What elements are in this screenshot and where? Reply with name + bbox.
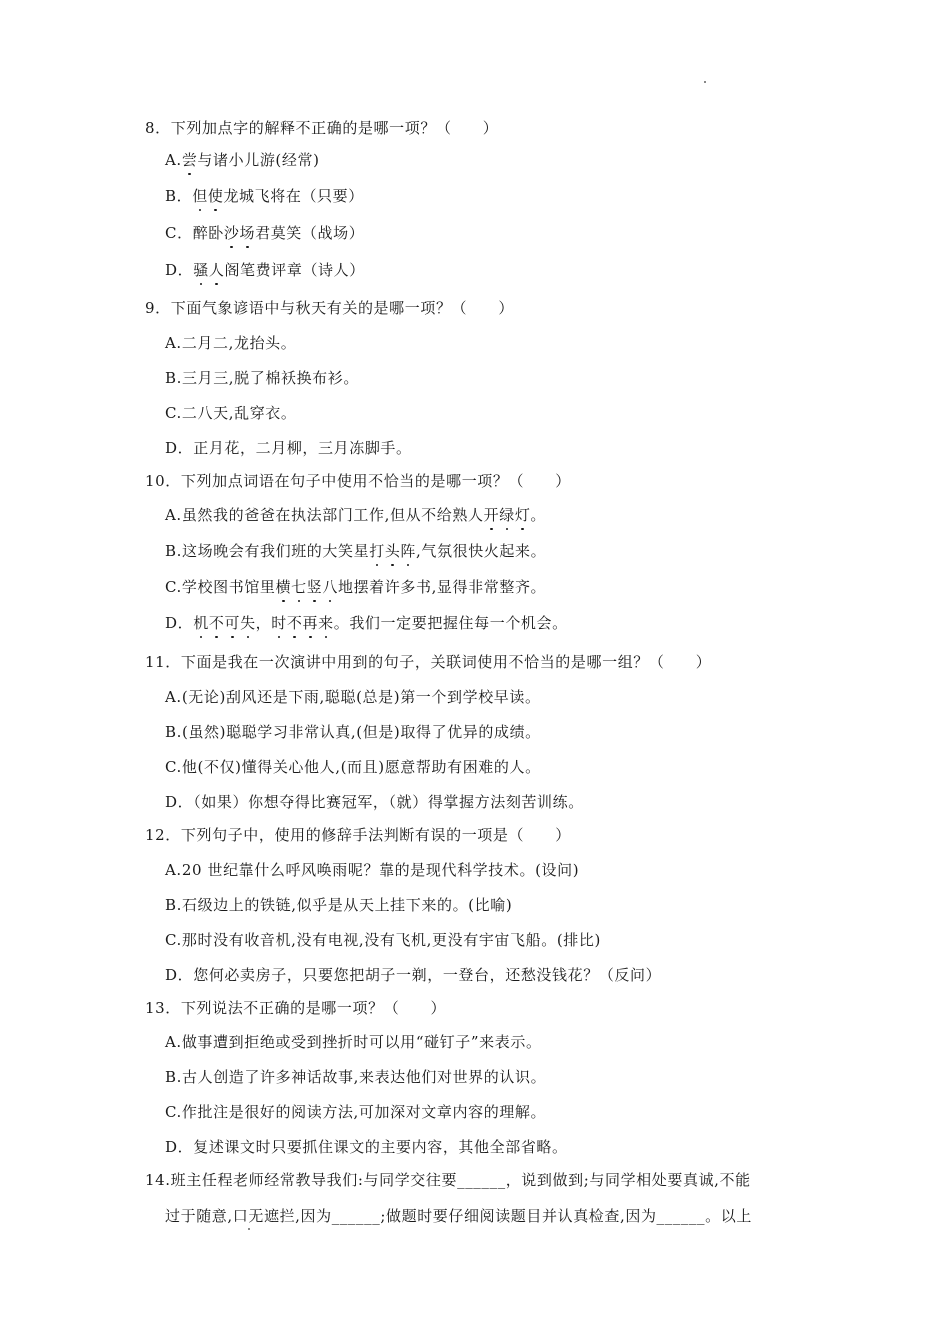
question-12-option-c[interactable]: C.那时没有收音机,没有电视,没有飞机,更没有宇宙飞船。(排比) [165,931,601,949]
question-11-stem: 11．下面是我在一次演讲中用到的句子，关联词使用不恰当的是哪一组？（ ） [145,653,712,671]
question-10-option-a[interactable]: A.虽然我的爸爸在执法部门工作,但从不给熟人开绿灯。 [165,506,547,524]
question-14-stem-line1: 14.班主任程老师经常教导我们:与同学交往要______，说到做到;与同学相处要真诚,不能 [145,1171,751,1189]
scan-speck [248,1228,250,1230]
question-9-stem: 9．下面气象谚语中与秋天有关的是哪一项？（ ） [145,299,514,317]
question-13-option-b[interactable]: B.古人创造了许多神话故事,来表达他们对世界的认识。 [165,1068,547,1086]
question-12-option-a[interactable]: A.20 世纪靠什么呼风唤雨呢？靠的是现代科学技术。(设问) [165,861,580,879]
emphasis-dotted-text: 时不再来 [271,614,334,632]
emphasis-dotted-text: 骚人 [193,261,225,279]
emphasis-dotted-text: 机不可失 [193,614,256,632]
question-12-option-b[interactable]: B.石级边上的铁链,似乎是从天上挂下来的。(比喻) [165,896,513,914]
question-10-option-d[interactable]: D．机不可失，时不再来。我们一定要把握住每一个机会。 [165,614,568,632]
question-11-option-a[interactable]: A.(无论)刮风还是下雨,聪聪(总是)第一个到学校早读。 [165,688,541,706]
emphasis-dotted-text: 打头阵 [369,542,417,560]
question-8-option-b[interactable]: B．但使龙城飞将在（只要） [165,187,364,205]
question-9-option-d[interactable]: D．正月花，二月柳，三月冻脚手。 [165,439,412,457]
question-12-option-d[interactable]: D．您何必卖房子，只要您把胡子一剃，一登台，还愁没钱花？（反问） [165,966,662,984]
question-13-stem: 13．下列说法不正确的是哪一项？（ ） [145,999,447,1017]
question-13-option-a[interactable]: A.做事遭到拒绝或受到挫折时可以用“碰钉子”来表示。 [165,1033,542,1051]
question-8-stem: 8．下列加点字的解释不正确的是哪一项？（ ） [145,119,499,137]
question-13-option-d[interactable]: D．复述课文时只要抓住课文的主要内容，其他全部省略。 [165,1138,568,1156]
scan-speck [704,81,706,83]
question-11-option-c[interactable]: C.他(不仅)懂得关心他人,(而且)愿意帮助有困难的人。 [165,758,541,776]
question-8-option-c[interactable]: C．醉卧沙场君莫笑（战场） [165,224,365,242]
question-14-stem-line2: 过于随意,口无遮拦,因为______;做题时要仔细阅读题目并认真检查,因为______。以上 [165,1207,752,1225]
question-9-option-b[interactable]: B.三月三,脱了棉袄换布衫。 [165,369,359,387]
emphasis-dotted-text: 沙场 [223,224,256,242]
emphasis-dotted-text: 开绿灯 [483,506,531,524]
emphasis-dotted-text: 横七竖八 [275,578,338,596]
question-9-option-c[interactable]: C.二八天,乱穿衣。 [165,404,297,422]
question-13-option-c[interactable]: C.作批注是很好的阅读方法,可加深对文章内容的理解。 [165,1103,547,1121]
emphasis-dotted-text: 但使 [192,187,224,205]
question-11-option-b[interactable]: B.(虽然)聪聪学习非常认真,(但是)取得了优异的成绩。 [165,723,541,741]
question-10-stem: 10．下列加点词语在句子中使用不恰当的是哪一项？（ ） [145,472,571,490]
question-10-option-b[interactable]: B.这场晚会有我们班的大笑星打头阵,气氛很快火起来。 [165,542,547,560]
question-10-option-c[interactable]: C.学校图书馆里横七竖八地摆着许多书,显得非常整齐。 [165,578,547,596]
question-9-option-a[interactable]: A.二月二,龙抬头。 [165,334,297,352]
emphasis-dotted-text: 尝 [181,151,198,169]
question-8-option-d[interactable]: D．骚人阁笔费评章（诗人） [165,261,365,279]
question-12-stem: 12．下列句子中，使用的修辞手法判断有误的一项是（ ） [145,826,571,844]
question-11-option-d[interactable]: D．（如果）你想夺得比赛冠军，（就）得掌握方法刻苦训练。 [165,793,584,811]
question-8-option-a[interactable]: A.尝与诸小儿游(经常) [165,151,320,169]
